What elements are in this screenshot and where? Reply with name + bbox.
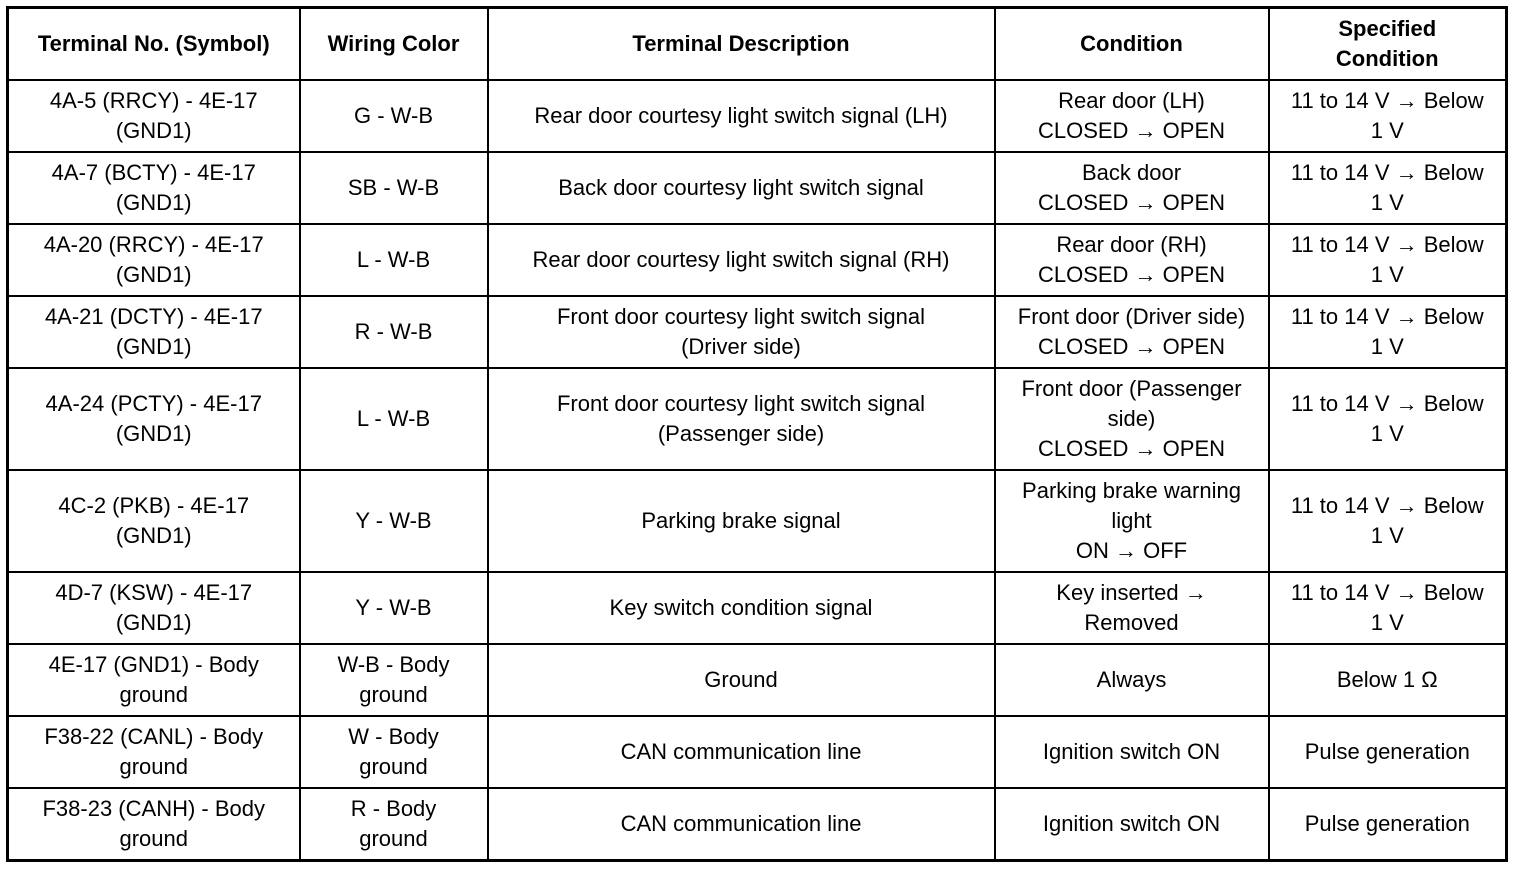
cell-description: Back door courtesy light switch signal xyxy=(488,152,995,224)
cell-wiring-color: L - W-B xyxy=(300,224,488,296)
cell-specified-condition: Pulse generation xyxy=(1269,716,1507,788)
terminal-table xyxy=(6,6,1508,862)
cell-terminal: 4E-17 (GND1) - Body ground xyxy=(8,644,300,716)
cell-condition: Rear door (LH) CLOSED → OPEN xyxy=(995,80,1269,152)
cell-wiring-color: W-B - Body ground xyxy=(300,644,488,716)
cell-description: Front door courtesy light switch signal (Passenger side) xyxy=(488,368,995,470)
cell-terminal: 4A-7 (BCTY) - 4E-17 (GND1) xyxy=(8,152,300,224)
cell-condition: Rear door (RH) CLOSED → OPEN xyxy=(995,224,1269,296)
cell-terminal: 4A-21 (DCTY) - 4E-17 (GND1) xyxy=(8,296,300,368)
cell-description: CAN communication line xyxy=(488,716,995,788)
cell-description: CAN communication line xyxy=(488,788,995,861)
cell-specified-condition: 11 to 14 V → Below 1 V xyxy=(1269,470,1507,572)
cell-condition: Ignition switch ON xyxy=(995,788,1269,861)
cell-wiring-color: SB - W-B xyxy=(300,152,488,224)
table-row xyxy=(8,224,1507,296)
table-row xyxy=(8,296,1507,368)
cell-terminal: F38-22 (CANL) - Body ground xyxy=(8,716,300,788)
table-row xyxy=(8,80,1507,152)
header-specified-condition: Specified Condition xyxy=(1269,8,1507,81)
cell-description: Ground xyxy=(488,644,995,716)
header-terminal-no: Terminal No. (Symbol) xyxy=(8,8,300,81)
cell-condition: Ignition switch ON xyxy=(995,716,1269,788)
cell-terminal: 4A-24 (PCTY) - 4E-17 (GND1) xyxy=(8,368,300,470)
cell-description: Front door courtesy light switch signal (Driver side) xyxy=(488,296,995,368)
cell-wiring-color: R - W-B xyxy=(300,296,488,368)
cell-wiring-color: L - W-B xyxy=(300,368,488,470)
table-row xyxy=(8,368,1507,470)
cell-specified-condition: Below 1 Ω xyxy=(1269,644,1507,716)
table-row xyxy=(8,152,1507,224)
cell-description: Rear door courtesy light switch signal (LH) xyxy=(488,80,995,152)
cell-wiring-color: Y - W-B xyxy=(300,572,488,644)
cell-wiring-color: Y - W-B xyxy=(300,470,488,572)
cell-condition: Back door CLOSED → OPEN xyxy=(995,152,1269,224)
cell-description: Key switch condition signal xyxy=(488,572,995,644)
cell-wiring-color: G - W-B xyxy=(300,80,488,152)
cell-terminal: 4D-7 (KSW) - 4E-17 (GND1) xyxy=(8,572,300,644)
cell-specified-condition: 11 to 14 V → Below 1 V xyxy=(1269,296,1507,368)
cell-wiring-color: W - Body ground xyxy=(300,716,488,788)
cell-condition: Front door (Passenger side) CLOSED → OPEN xyxy=(995,368,1269,470)
cell-specified-condition: 11 to 14 V → Below 1 V xyxy=(1269,572,1507,644)
cell-terminal: 4A-5 (RRCY) - 4E-17 (GND1) xyxy=(8,80,300,152)
cell-specified-condition: Pulse generation xyxy=(1269,788,1507,861)
terminal-table-container xyxy=(6,6,1508,862)
header-condition: Condition xyxy=(995,8,1269,81)
cell-wiring-color: R - Body ground xyxy=(300,788,488,861)
cell-description: Rear door courtesy light switch signal (RH) xyxy=(488,224,995,296)
cell-specified-condition: 11 to 14 V → Below 1 V xyxy=(1269,152,1507,224)
header-wiring-color: Wiring Color xyxy=(300,8,488,81)
cell-condition: Always xyxy=(995,644,1269,716)
cell-specified-condition: 11 to 14 V → Below 1 V xyxy=(1269,224,1507,296)
cell-condition: Key inserted → Removed xyxy=(995,572,1269,644)
cell-terminal: 4A-20 (RRCY) - 4E-17 (GND1) xyxy=(8,224,300,296)
cell-terminal: F38-23 (CANH) - Body ground xyxy=(8,788,300,861)
cell-description: Parking brake signal xyxy=(488,470,995,572)
table-row xyxy=(8,470,1507,572)
table-row xyxy=(8,644,1507,716)
table-row xyxy=(8,788,1507,861)
cell-terminal: 4C-2 (PKB) - 4E-17 (GND1) xyxy=(8,470,300,572)
header-terminal-description: Terminal Description xyxy=(488,8,995,81)
header-row xyxy=(8,8,1507,81)
table-row xyxy=(8,716,1507,788)
table-row xyxy=(8,572,1507,644)
cell-condition: Front door (Driver side) CLOSED → OPEN xyxy=(995,296,1269,368)
cell-condition: Parking brake warning light ON → OFF xyxy=(995,470,1269,572)
cell-specified-condition: 11 to 14 V → Below 1 V xyxy=(1269,368,1507,470)
cell-specified-condition: 11 to 14 V → Below 1 V xyxy=(1269,80,1507,152)
